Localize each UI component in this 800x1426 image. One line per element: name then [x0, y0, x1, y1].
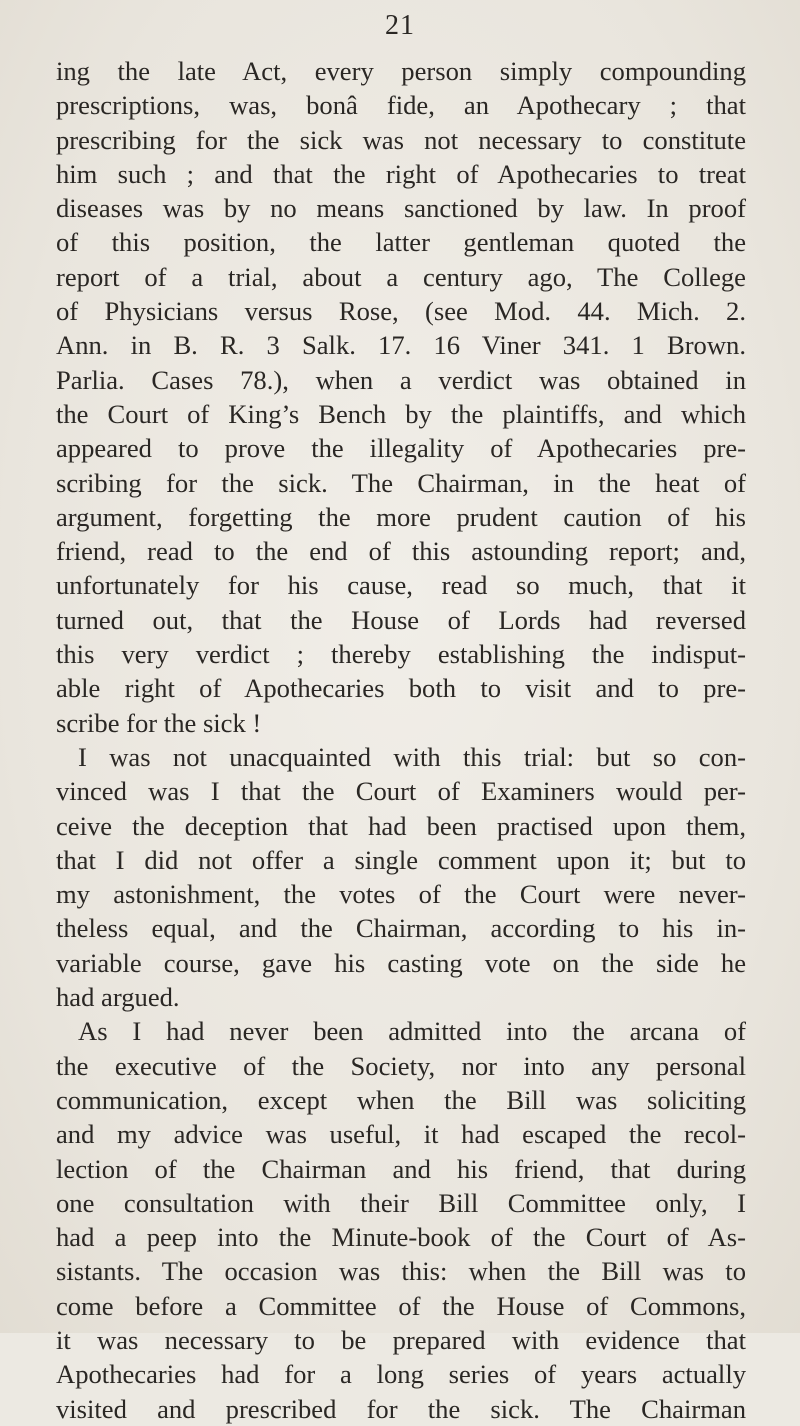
text-line: come before a Committee of the House of Commons, — [56, 1290, 746, 1321]
text-line: unfortunately for his cause, read so much, that it — [56, 570, 746, 601]
text-line: theless equal, and the Chairman, according to his in- — [56, 913, 746, 944]
text-line: that I did not offer a single comment upon it; but to — [56, 844, 746, 875]
text-line: scribe for the sick ! — [56, 707, 262, 738]
text-line: one consultation with their Bill Committee only, I — [56, 1187, 746, 1218]
text-line: As I had never been admitted into the arcana of — [78, 1016, 746, 1047]
body-text — [56, 54, 746, 1426]
text-line: this very verdict ; thereby establishing the indisput- — [56, 639, 746, 670]
text-line: able right of Apothecaries both to visit and to pre- — [56, 673, 746, 704]
text-line: communication, except when the Bill was soliciting — [56, 1084, 746, 1115]
page-number: 21 — [385, 10, 415, 41]
text-line: had a peep into the Minute-book of the Court of As- — [56, 1222, 746, 1253]
text-line: him such ; and that the right of Apothecaries to treat — [56, 158, 746, 189]
text-line: of Physicians versus Rose, (see Mod. 44. Mich. 2. — [56, 296, 746, 327]
text-line: Ann. in B. R. 3 Salk. 17. 16 Viner 341. 1 Brown. — [56, 330, 746, 361]
text-line: friend, read to the end of this astounding report; and, — [56, 536, 746, 567]
text-line: appeared to prove the illegality of Apothecaries pre- — [56, 433, 746, 464]
text-line: visited and prescribed for the sick. The Chairman — [56, 1393, 746, 1424]
text-line: report of a trial, about a century ago, The College — [56, 261, 746, 292]
text-line: the Court of King’s Bench by the plaintiffs, and which — [56, 398, 746, 429]
text-line: prescriptions, was, bonâ fide, an Apothecary ; that — [56, 90, 746, 121]
text-line: variable course, gave his casting vote on the side he — [56, 947, 746, 978]
text-line: sistants. The occasion was this: when the Bill was to — [56, 1256, 746, 1287]
text-line: it was necessary to be prepared with evidence that — [56, 1324, 746, 1355]
text-line: my astonishment, the votes of the Court were never- — [56, 879, 746, 910]
text-line: lection of the Chairman and his friend, that during — [56, 1153, 746, 1184]
text-line: Apothecaries had for a long series of years actually — [56, 1359, 746, 1390]
text-line: vinced was I that the Court of Examiners would per- — [56, 776, 746, 807]
text-line: I was not unacquainted with this trial: but so con- — [78, 741, 746, 772]
text-line: prescribing for the sick was not necessary to constitute — [56, 124, 746, 155]
text-line: diseases was by no means sanctioned by law. In proof — [56, 193, 746, 224]
text-line: turned out, that the House of Lords had reversed — [56, 604, 746, 635]
text-line: Parlia. Cases 78.), when a verdict was obtained in — [56, 364, 746, 395]
text-line: had argued. — [56, 982, 180, 1013]
text-line: scribing for the sick. The Chairman, in the heat of — [56, 467, 746, 498]
text-line: argument, forgetting the more prudent caution of his — [56, 501, 746, 532]
text-line: and my advice was useful, it had escaped the recol- — [56, 1119, 746, 1150]
text-line: the executive of the Society, nor into any personal — [56, 1050, 746, 1081]
text-line: ing the late Act, every person simply compounding — [56, 56, 746, 86]
text-line: ceive the deception that had been practised upon them, — [56, 810, 746, 841]
text-line: of this position, the latter gentleman quoted the — [56, 227, 746, 258]
